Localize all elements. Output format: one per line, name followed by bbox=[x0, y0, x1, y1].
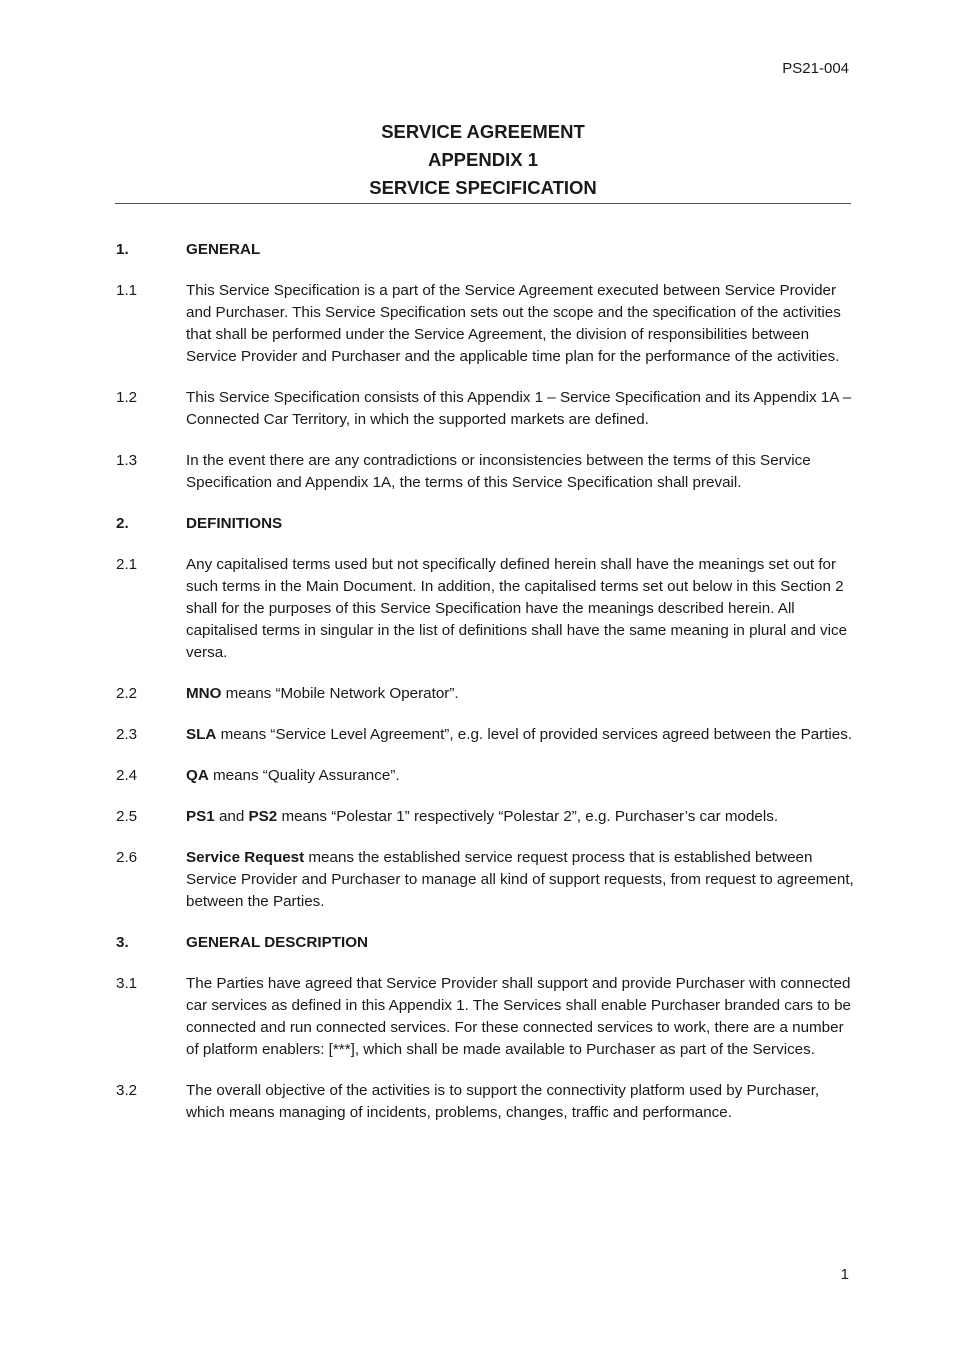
clause-number: 2.5 bbox=[116, 808, 138, 825]
defined-term: MNO bbox=[186, 685, 222, 702]
clause-2-3 bbox=[116, 724, 856, 746]
definition-text: means the established service request process that is established between Service Provider and Purchaser to manage all kind of support requests, from request to agreement, between the Parties. bbox=[186, 849, 854, 910]
clause-text: The overall objective of the activities is to support the connectivity platform used by Purchaser, which means managing of incidents, problems, changes, traffic and performance. bbox=[186, 1082, 820, 1121]
section-title: GENERAL DESCRIPTION bbox=[186, 934, 368, 951]
clause-3-1 bbox=[116, 973, 856, 1061]
clause-1-3 bbox=[116, 450, 856, 494]
clause-1-2 bbox=[116, 387, 856, 431]
page-number: 1 bbox=[840, 1266, 849, 1283]
defined-term: SLA bbox=[186, 726, 217, 743]
term-joiner: and bbox=[214, 808, 249, 825]
definition-text: means “Service Level Agreement”, e.g. level of provided services agreed between the Parties. bbox=[216, 726, 853, 743]
clause-3-2 bbox=[116, 1080, 856, 1124]
clause-2-2 bbox=[116, 683, 856, 705]
definition-text: means “Quality Assurance”. bbox=[208, 767, 400, 784]
title-line-1: SERVICE AGREEMENT bbox=[381, 121, 585, 142]
definition-text: means “Mobile Network Operator”. bbox=[221, 685, 459, 702]
defined-term: PS2 bbox=[248, 808, 278, 825]
section-heading-definitions bbox=[116, 513, 856, 535]
document-body bbox=[116, 239, 856, 1143]
clause-number: 1.3 bbox=[116, 452, 138, 469]
clause-number: 2.4 bbox=[116, 767, 138, 784]
clause-text bbox=[186, 806, 856, 828]
clause-text bbox=[186, 724, 856, 746]
section-number: 2. bbox=[116, 515, 129, 532]
defined-term: Service Request bbox=[186, 849, 305, 866]
document-reference: PS21-004 bbox=[782, 60, 849, 77]
defined-term: QA bbox=[186, 767, 209, 784]
clause-text: In the event there are any contradictions or inconsistencies between the terms of this Service Specification and Appendix 1A, the terms of this Service Specification shall prevail. bbox=[186, 452, 811, 491]
clause-number: 1.2 bbox=[116, 389, 138, 406]
title-line-2: APPENDIX 1 bbox=[427, 149, 538, 170]
section-title: DEFINITIONS bbox=[186, 515, 283, 532]
clause-text: This Service Specification consists of this Appendix 1 – Service Specification and its Appendix 1A – Connected Car Territory, in which the supported markets are defined. bbox=[186, 389, 852, 428]
clause-1-1 bbox=[116, 280, 856, 368]
defined-term: PS1 bbox=[186, 808, 215, 825]
section-heading-general bbox=[116, 239, 856, 261]
clause-number: 2.1 bbox=[116, 556, 138, 573]
clause-number: 2.6 bbox=[116, 849, 138, 866]
clause-2-5 bbox=[116, 806, 856, 828]
clause-number: 2.3 bbox=[116, 726, 138, 743]
clause-number: 1.1 bbox=[116, 282, 138, 299]
title-line-3: SERVICE SPECIFICATION bbox=[369, 177, 597, 198]
clause-number: 2.2 bbox=[116, 685, 138, 702]
definition-text: means “Polestar 1” respectively “Polestar 2”, e.g. Purchaser’s car models. bbox=[277, 808, 779, 825]
section-heading-general-description bbox=[116, 932, 856, 954]
clause-text: The Parties have agreed that Service Provider shall support and provide Purchaser with connected car services as defined in this Appendix 1. The Services shall enable Purchaser branded cars to be connected and run connected services. For these connected services to work, there are a number of platform enablers: [***], which shall be made available to Purchaser as part of the Services. bbox=[186, 975, 851, 1058]
clause-2-1 bbox=[116, 554, 856, 664]
clause-text bbox=[186, 683, 856, 705]
clause-text bbox=[186, 847, 856, 913]
section-title: GENERAL bbox=[186, 241, 261, 258]
clause-text bbox=[186, 765, 856, 787]
clause-2-6 bbox=[116, 847, 856, 913]
clause-text: This Service Specification is a part of the Service Agreement executed between Service Provider and Purchaser. This Service Specification sets out the scope and the specification of the activities that shall be performed under the Service Agreement, the division of responsibilities between Service Provider and Purchaser and the applicable time plan for the performance of the activities. bbox=[186, 282, 841, 365]
section-number: 1. bbox=[116, 241, 129, 258]
document-title bbox=[115, 118, 851, 204]
clause-text: Any capitalised terms used but not specifically defined herein shall have the meanings set out for such terms in the Main Document. In addition, the capitalised terms set out below in this Section 2 shall for the purposes of this Service Specification have the meanings described herein. All capitalised terms in singular in the list of definitions shall have the same meaning in plural and vice versa. bbox=[186, 556, 848, 661]
clause-2-4 bbox=[116, 765, 856, 787]
section-number: 3. bbox=[116, 934, 129, 951]
clause-number: 3.2 bbox=[116, 1082, 138, 1099]
clause-number: 3.1 bbox=[116, 975, 138, 992]
